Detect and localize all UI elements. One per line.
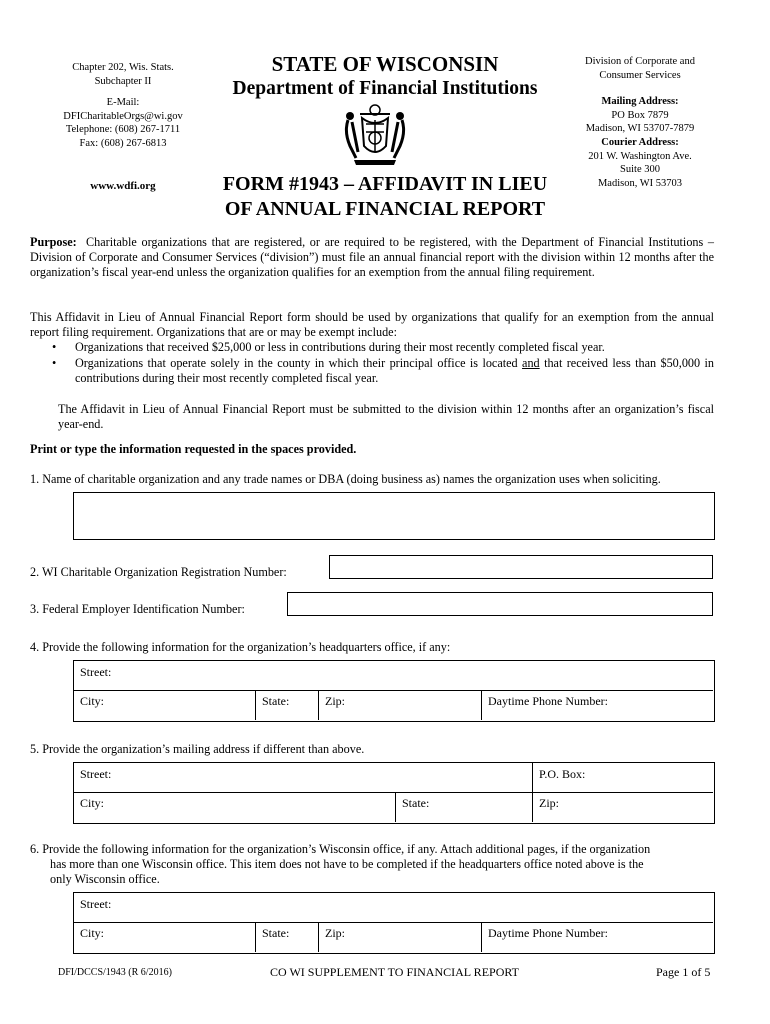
- instructions: Print or type the information requested in the spaces provided.: [30, 442, 357, 456]
- wisconsin-office-table: [73, 892, 715, 954]
- exemption-bullet-2: [30, 356, 714, 386]
- email-label: E-Mail:: [106, 97, 140, 109]
- exemption-bullet-1: • Organizations that received $25,000 or less in contributions during their most recently completed fiscal year.: [30, 340, 714, 355]
- question-1: 1. Name of charitable organization and any trade names or DBA (doing business as) names the organization uses when soliciting.: [30, 472, 661, 486]
- state-title: STATE OF WISCONSIN: [271, 52, 499, 76]
- zip-label: Zip:: [539, 796, 559, 810]
- question-5: 5. Provide the organization’s mailing address if different than above.: [30, 742, 365, 756]
- mailing-address-table: [73, 762, 715, 824]
- page-number: Page 1 of 5: [656, 965, 711, 979]
- submission-note: The Affidavit in Lieu of Annual Financial Report must be submitted to the division within 12 months after an organization’s fiscal year-end.: [58, 402, 714, 432]
- courier-line3: Madison, WI 53703: [597, 177, 683, 189]
- zip-label: Zip:: [325, 694, 345, 708]
- hq-zip-field[interactable]: [319, 690, 482, 720]
- fein-field[interactable]: [287, 592, 713, 616]
- statute-subchapter: Subchapter II: [94, 75, 152, 87]
- mail-street-field[interactable]: [74, 763, 533, 793]
- email-address: DFICharitableOrgs@wi.gov: [63, 110, 183, 122]
- street-label: Street:: [80, 665, 112, 679]
- question-4: 4. Provide the following information for the organization’s headquarters office, if any:: [30, 640, 451, 654]
- division-address-block: [566, 55, 714, 190]
- bullet2-and: and: [522, 355, 540, 370]
- wi-city-field[interactable]: [74, 922, 256, 952]
- mail-city-field[interactable]: [74, 792, 396, 822]
- street-label: Street:: [80, 897, 112, 911]
- wi-zip-field[interactable]: [319, 922, 482, 952]
- form-id: DFI/DCCS/1943 (R 6/2016): [58, 967, 172, 978]
- hq-city-field[interactable]: [74, 690, 256, 720]
- registration-number-field[interactable]: [329, 555, 713, 579]
- q6-line2: has more than one Wisconsin office. This item does not have to be completed if the headquarters office noted above is the: [50, 857, 644, 871]
- question-6: [30, 842, 650, 887]
- form-title-line1: FORM #1943 – AFFIDAVIT IN LIEU: [222, 173, 548, 195]
- agency-contact-block: [28, 61, 218, 151]
- hq-phone-field[interactable]: [482, 690, 713, 720]
- po-box-label: P.O. Box:: [539, 767, 586, 781]
- purpose-label: Purpose:: [30, 235, 77, 249]
- city-label: City:: [80, 926, 105, 940]
- hq-street-field[interactable]: [74, 661, 713, 691]
- q6-line3: only Wisconsin office.: [50, 872, 160, 886]
- state-label: State:: [402, 796, 430, 810]
- mailing-line2: Madison, WI 53707-7879: [585, 123, 695, 135]
- website-link[interactable]: www.wdfi.org: [90, 180, 156, 192]
- division-name-2: Consumer Services: [599, 69, 681, 81]
- wi-phone-field[interactable]: [482, 922, 713, 952]
- organization-name-field[interactable]: [73, 492, 715, 540]
- zip-label: Zip:: [325, 926, 345, 940]
- fax: Fax: (608) 267-6813: [79, 137, 167, 149]
- department-title: Department of Financial Institutions: [232, 78, 538, 99]
- question-3: 3. Federal Employer Identification Number:: [30, 602, 245, 616]
- mail-zip-field[interactable]: [533, 792, 713, 822]
- mail-po-box-field[interactable]: [533, 763, 713, 793]
- courier-label: Courier Address:: [601, 136, 679, 148]
- city-label: City:: [80, 796, 105, 810]
- wi-street-field[interactable]: [74, 893, 713, 923]
- state-seal-icon: [340, 102, 410, 168]
- mail-state-field[interactable]: [396, 792, 533, 822]
- q6-line1: 6. Provide the following information for the organization’s Wisconsin office, if any. Attach additional pages, if the organization: [30, 842, 651, 856]
- purpose-text: Charitable organizations that are registered, or are required to be registered, with the Department of Financial Institutions – Division of Corporate and Consumer Services (“division”) must file an annual financial report with the division within 12 months after the organization’s fiscal year-end unless the organization qualifies for an exemption from the annual filing requirement.: [30, 235, 715, 280]
- phone-label: Daytime Phone Number:: [488, 926, 608, 940]
- headquarters-table: [73, 660, 715, 722]
- state-label: State:: [262, 926, 290, 940]
- street-label: Street:: [80, 767, 112, 781]
- state-label: State:: [262, 694, 290, 708]
- footer-title: CO WI SUPPLEMENT TO FINANCIAL REPORT: [270, 965, 519, 979]
- courier-line2: Suite 300: [620, 164, 660, 176]
- statute-line: Chapter 202, Wis. Stats.: [72, 62, 174, 73]
- phone-label: Daytime Phone Number:: [488, 694, 608, 708]
- courier-line1: 201 W. Washington Ave.: [588, 150, 692, 162]
- bullet2-text-a: Organizations that operate solely in the county in which their principal office is located: [75, 355, 523, 370]
- city-label: City:: [80, 694, 105, 708]
- hq-state-field[interactable]: [256, 690, 319, 720]
- telephone: Telephone: (608) 267-1711: [65, 124, 181, 136]
- division-name: Division of Corporate and: [585, 56, 695, 67]
- mailing-line1: PO Box 7879: [611, 109, 669, 121]
- question-2: 2. WI Charitable Organization Registration Number:: [30, 565, 287, 579]
- form-title-line2: OF ANNUAL FINANCIAL REPORT: [224, 198, 546, 220]
- purpose-paragraph: [30, 235, 714, 281]
- exemption-intro: This Affidavit in Lieu of Annual Financial Report form should be used by organizations that qualify for an exemption from the annual report filing requirement. Organizations that are or may be exempt include:: [30, 310, 714, 340]
- mailing-label: Mailing Address:: [601, 96, 679, 108]
- exemption-paragraph: [30, 310, 714, 386]
- wi-state-field[interactable]: [256, 922, 319, 952]
- form-title: [205, 172, 565, 222]
- bullet2-text-b: that received less than $50,000 in contributions during their most recently completed fiscal year.: [75, 355, 714, 385]
